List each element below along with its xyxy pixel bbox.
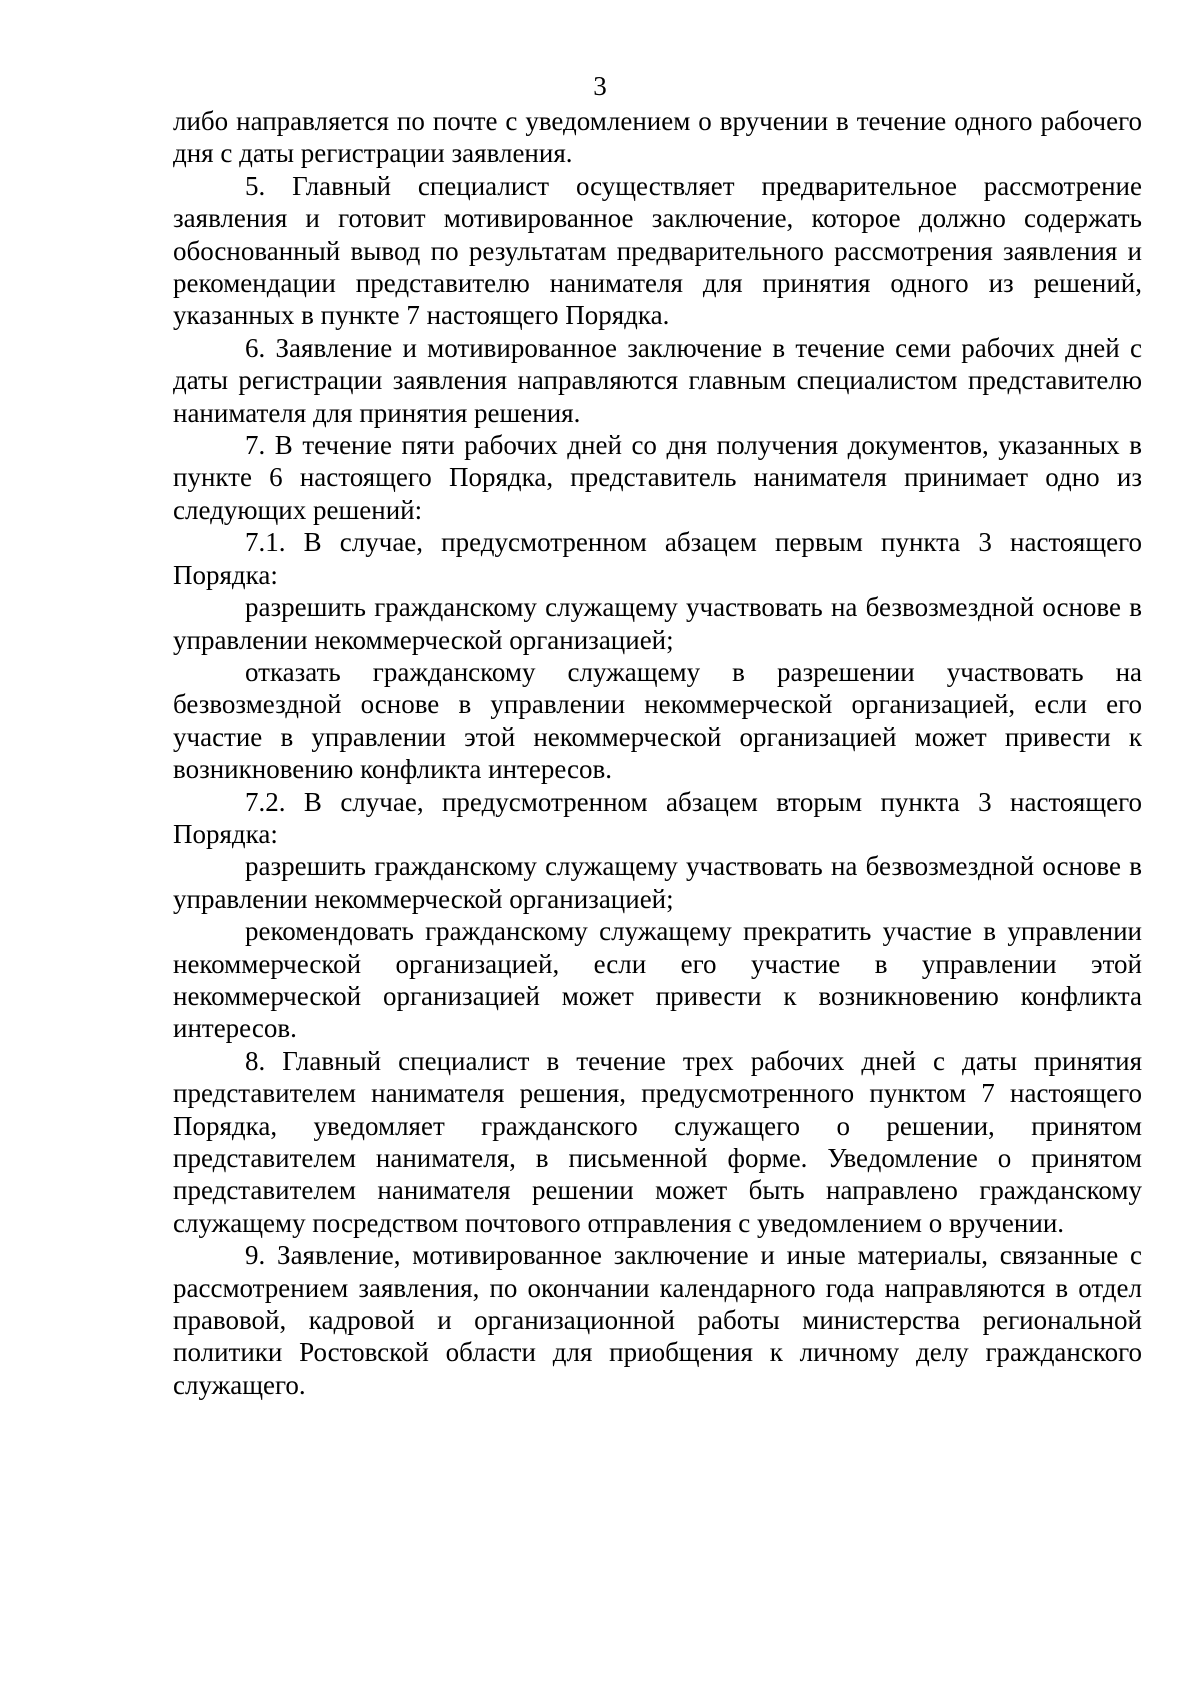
paragraph-7-2-permit: разрешить гражданскому служащему участвовать на безвозмездной основе в управлении некоммерческой организацией; bbox=[173, 851, 1142, 914]
paragraph-item-5: 5. Главный специалист осуществляет предварительное рассмотрение заявления и готовит мотивированное заключение, которое должно содержать обоснованный вывод по результатам предварительного рассмотрения заявления и рекомендации представителю нанимателя для принятия одного из решений, указанных в пункте 7 настоящего Порядка. bbox=[173, 170, 1142, 331]
paragraph-item-7-1: 7.1. В случае, предусмотренном абзацем первым пункта 3 настоящего Порядка: bbox=[173, 527, 1142, 590]
document-body bbox=[173, 105, 1142, 1401]
paragraph-item-7: 7. В течение пяти рабочих дней со дня получения документов, указанных в пункте 6 настоящего Порядка, представитель нанимателя принимает одно из следующих решений: bbox=[173, 430, 1142, 525]
page-number: 3 bbox=[593, 71, 607, 101]
paragraph-item-7-2: 7.2. В случае, предусмотренном абзацем вторым пункта 3 настоящего Порядка: bbox=[173, 786, 1142, 849]
paragraph-7-1-permit: разрешить гражданскому служащему участвовать на безвозмездной основе в управлении некоммерческой организацией; bbox=[173, 592, 1142, 655]
paragraph-item-6: 6. Заявление и мотивированное заключение в течение семи рабочих дней с даты регистрации заявления направляются главным специалистом представителю нанимателя для принятия решения. bbox=[173, 332, 1142, 428]
paragraph-item-8: 8. Главный специалист в течение трех рабочих дней с даты принятия представителем нанимателя решения, предусмотренного пунктом 7 настоящего Порядка, уведомляет гражданского служащего о решении, принятом представителем нанимателя, в письменной форме. Уведомление о принятом представителем нанимателя решении может быть направлено гражданскому служащему посредством почтового отправления с уведомлением о вручении. bbox=[173, 1045, 1142, 1238]
paragraph-item-9: 9. Заявление, мотивированное заключение и иные материалы, связанные с рассмотрением заявления, по окончании календарного года направляются в отдел правовой, кадровой и организационной работы министерства региональной политики Ростовской области для приобщения к личному делу гражданского служащего. bbox=[173, 1240, 1142, 1400]
paragraph-continuation: либо направляется по почте с уведомлением о вручении в течение одного рабочего дня с даты регистрации заявления. bbox=[173, 106, 1142, 169]
paragraph-7-2-recommend: рекомендовать гражданскому служащему прекратить участие в управлении некоммерческой организацией, если его участие в управлении этой некоммерческой организацией может привести к возникновению конфликта интересов. bbox=[173, 916, 1142, 1044]
paragraph-7-1-refuse: отказать гражданскому служащему в разрешении участвовать на безвозмездной основе в управлении некоммерческой организацией, если его участие в управлении этой некоммерческой организацией может привести к возникновению конфликта интересов. bbox=[173, 656, 1142, 785]
